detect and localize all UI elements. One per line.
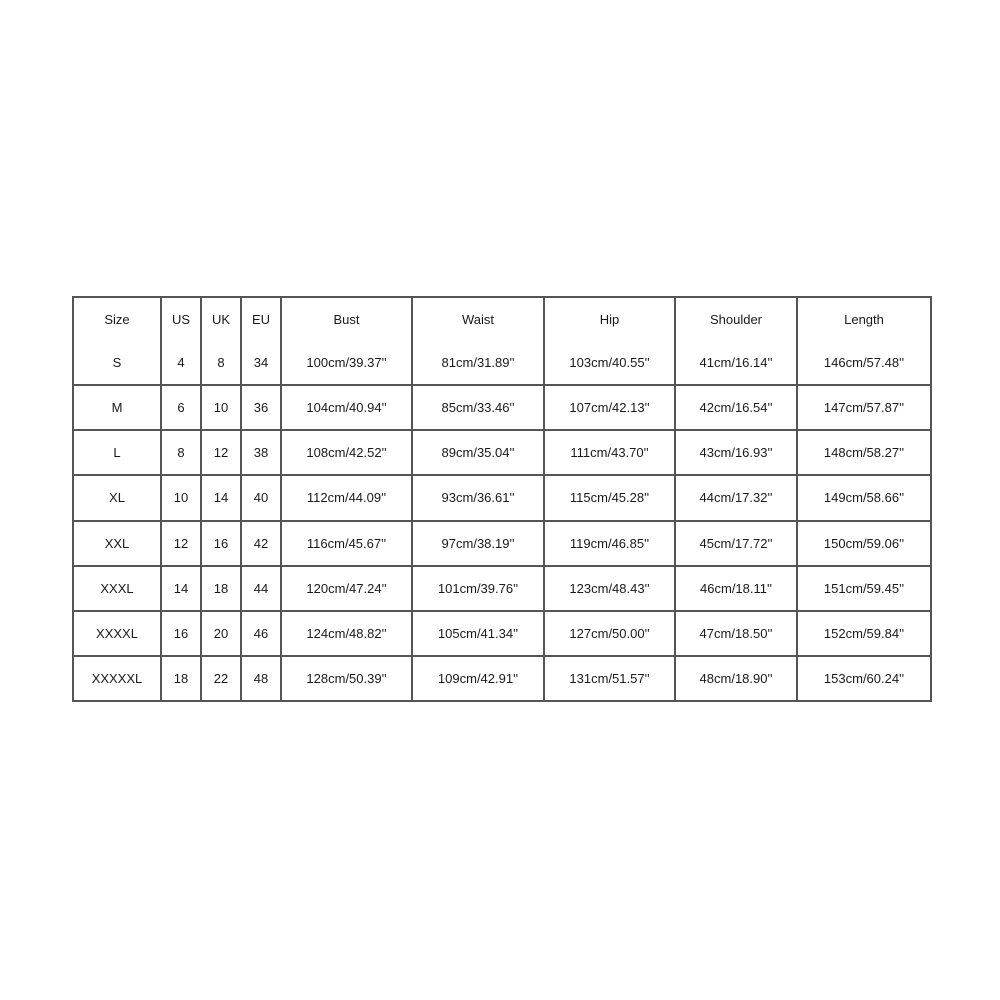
table-cell: 131cm/51.57'' bbox=[545, 657, 676, 700]
table-cell: 4 bbox=[162, 341, 202, 386]
table-cell: 48 bbox=[242, 657, 282, 700]
table-cell: 18 bbox=[202, 567, 242, 612]
table-cell: 8 bbox=[202, 341, 242, 386]
size-label-cell: S bbox=[74, 341, 162, 386]
table-cell: 101cm/39.76'' bbox=[413, 567, 545, 612]
column-header: US bbox=[162, 298, 202, 341]
table-cell: 42 bbox=[242, 522, 282, 567]
table-row bbox=[74, 612, 930, 657]
table-cell: 10 bbox=[202, 386, 242, 431]
table-cell: 107cm/42.13'' bbox=[545, 386, 676, 431]
table-cell: 105cm/41.34'' bbox=[413, 612, 545, 657]
table-cell: 22 bbox=[202, 657, 242, 700]
table-row bbox=[74, 386, 930, 431]
table-row bbox=[74, 522, 930, 567]
table-cell: 151cm/59.45'' bbox=[798, 567, 930, 612]
table-cell: 115cm/45.28'' bbox=[545, 476, 676, 521]
table-cell: 123cm/48.43'' bbox=[545, 567, 676, 612]
table-cell: 89cm/35.04'' bbox=[413, 431, 545, 476]
table-row bbox=[74, 657, 930, 700]
table-cell: 45cm/17.72'' bbox=[676, 522, 798, 567]
table-cell: 153cm/60.24'' bbox=[823, 670, 905, 686]
table-row bbox=[74, 341, 930, 386]
table-cell: 124cm/48.82'' bbox=[282, 612, 413, 657]
column-header: Hip bbox=[545, 298, 676, 341]
column-header: Waist bbox=[413, 298, 545, 341]
table-cell: 43cm/16.93'' bbox=[676, 431, 798, 476]
table-cell: 38 bbox=[242, 431, 282, 476]
table-cell: 146cm/57.48'' bbox=[798, 341, 930, 386]
table-cell: 104cm/40.94'' bbox=[282, 386, 413, 431]
size-label-cell: XXXXL bbox=[74, 612, 162, 657]
size-label-cell: XXL bbox=[74, 522, 162, 567]
column-header: UK bbox=[202, 298, 242, 341]
table-cell: 14 bbox=[202, 476, 242, 521]
table-cell: 108cm/42.52'' bbox=[282, 431, 413, 476]
size-label-cell: L bbox=[74, 431, 162, 476]
table-cell: 46cm/18.11'' bbox=[676, 567, 798, 612]
table-cell: 18 bbox=[162, 657, 202, 700]
size-chart-header bbox=[74, 298, 930, 341]
table-cell: 111cm/43.70'' bbox=[545, 431, 676, 476]
table-cell: 36 bbox=[242, 386, 282, 431]
table-cell: 16 bbox=[202, 522, 242, 567]
table-cell: 127cm/50.00'' bbox=[545, 612, 676, 657]
size-label-cell: M bbox=[74, 386, 162, 431]
table-cell: 109cm/42.91'' bbox=[413, 657, 545, 700]
header-row bbox=[74, 298, 930, 341]
table-cell: 148cm/58.27'' bbox=[798, 431, 930, 476]
table-cell: 40 bbox=[242, 476, 282, 521]
size-label-cell: XXXL bbox=[74, 567, 162, 612]
table-cell: 152cm/59.84'' bbox=[798, 612, 930, 657]
table-cell: 100cm/39.37'' bbox=[282, 341, 413, 386]
table-cell: 149cm/58.66'' bbox=[798, 476, 930, 521]
table-cell: 41cm/16.14'' bbox=[676, 341, 798, 386]
table-cell: 34 bbox=[242, 341, 282, 386]
column-header: Shoulder bbox=[676, 298, 798, 341]
table-cell: 44cm/17.32'' bbox=[676, 476, 798, 521]
table-row bbox=[74, 431, 930, 476]
table-cell: 128cm/50.39'' bbox=[282, 657, 413, 700]
table-cell: 85cm/33.46'' bbox=[413, 386, 545, 431]
table-cell: 120cm/47.24'' bbox=[282, 567, 413, 612]
table-cell: 12 bbox=[162, 522, 202, 567]
table-cell: 47cm/18.50'' bbox=[676, 612, 798, 657]
table-cell: 10 bbox=[162, 476, 202, 521]
table-cell: 14 bbox=[162, 567, 202, 612]
table-cell: 44 bbox=[242, 567, 282, 612]
column-header: Length bbox=[844, 312, 884, 327]
table-cell: 112cm/44.09'' bbox=[282, 476, 413, 521]
table-cell: 6 bbox=[162, 386, 202, 431]
size-chart-table bbox=[72, 296, 932, 702]
column-header: Size bbox=[74, 298, 162, 341]
table-cell: 46 bbox=[242, 612, 282, 657]
table-cell: 150cm/59.06'' bbox=[798, 522, 930, 567]
column-header: Bust bbox=[282, 298, 413, 341]
table-row bbox=[74, 567, 930, 612]
table-cell: 93cm/36.61'' bbox=[413, 476, 545, 521]
table-cell: 42cm/16.54'' bbox=[676, 386, 798, 431]
table-row bbox=[74, 476, 930, 521]
table-cell: 103cm/40.55'' bbox=[545, 341, 676, 386]
column-header: EU bbox=[242, 298, 282, 341]
size-label-cell: XXXXXL bbox=[74, 657, 162, 700]
table-cell: 97cm/38.19'' bbox=[413, 522, 545, 567]
table-cell: 119cm/46.85'' bbox=[545, 522, 676, 567]
table-cell: 12 bbox=[202, 431, 242, 476]
table-cell: 81cm/31.89'' bbox=[413, 341, 545, 386]
size-label-cell: XL bbox=[74, 476, 162, 521]
table-cell: 20 bbox=[202, 612, 242, 657]
table-cell: 8 bbox=[162, 431, 202, 476]
table-cell: 116cm/45.67'' bbox=[282, 522, 413, 567]
size-chart-body bbox=[74, 341, 930, 700]
table-cell: 16 bbox=[162, 612, 202, 657]
table-cell: 147cm/57.87'' bbox=[798, 386, 930, 431]
table-cell: 48cm/18.90'' bbox=[676, 657, 798, 700]
